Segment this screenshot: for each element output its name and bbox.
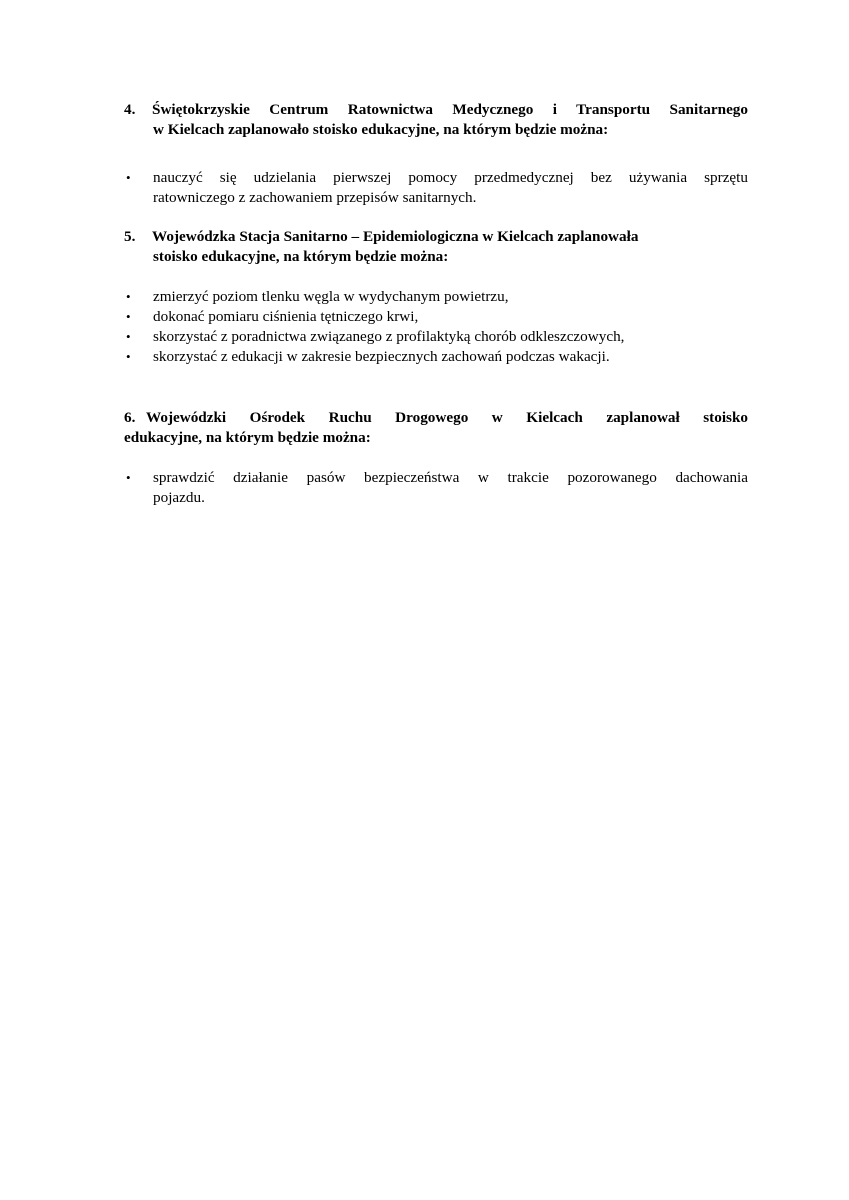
section-number: 5. — [124, 228, 136, 245]
heading — [124, 408, 748, 448]
list-item-text: ratowniczego z zachowaniem przepisów sanitarnych. — [153, 189, 477, 206]
heading-text: Wojewódzki Ośrodek Ruchu Drogowego w Kielcach zaplanował stoisko — [146, 409, 748, 426]
list-item — [124, 287, 748, 307]
list-item-text: zmierzyć poziom tlenku węgla w wydychanym powietrzu, — [153, 288, 509, 305]
section-number: 4. — [124, 101, 136, 118]
list-item — [124, 327, 748, 347]
heading — [124, 227, 748, 267]
heading-text: Świętokrzyskie Centrum Ratownictwa Medycznego i Transportu Sanitarnego — [152, 101, 748, 118]
section-6-heading — [124, 408, 748, 448]
section-4-list — [124, 168, 748, 208]
bullet-icon: • — [126, 470, 131, 485]
list-item-text: skorzystać z edukacji w zakresie bezpiecznych zachowań podczas wakacji. — [153, 348, 610, 365]
list-item-text: sprawdzić działanie pasów bezpieczeństwa w trakcie pozorowanego dachowania — [153, 469, 748, 486]
section-number: 6. — [124, 409, 136, 426]
bullet-icon: • — [126, 349, 131, 364]
list-item — [124, 468, 748, 508]
section-5-heading — [124, 227, 748, 267]
bullet-icon: • — [126, 170, 131, 185]
list-item-text: pojazdu. — [153, 489, 205, 506]
list-item — [124, 307, 748, 327]
list-item-text: nauczyć się udzielania pierwszej pomocy przedmedycznej bez używania sprzętu — [153, 169, 748, 186]
heading-line — [124, 227, 748, 247]
heading-line — [124, 408, 748, 428]
list-item — [124, 347, 748, 367]
list-item-text: dokonać pomiaru ciśnienia tętniczego krwi, — [153, 308, 419, 325]
bullet-icon: • — [126, 289, 131, 304]
section-6-list — [124, 468, 748, 508]
section-4-heading — [124, 100, 748, 140]
heading-line: edukacyjne, na którym będzie można: — [124, 429, 371, 446]
bullet-icon: • — [126, 329, 131, 344]
list-item — [124, 168, 748, 208]
bullet-icon: • — [126, 309, 131, 324]
heading-line — [124, 100, 748, 120]
heading-text: Wojewódzka Stacja Sanitarno – Epidemiologiczna w Kielcach zaplanowała — [152, 228, 639, 245]
list-item-text: skorzystać z poradnictwa związanego z profilaktyką chorób odkleszczowych, — [153, 328, 625, 345]
heading — [124, 100, 748, 140]
heading-line: stoisko edukacyjne, na którym będzie można: — [153, 248, 449, 265]
section-5-list — [124, 287, 748, 367]
heading-line: w Kielcach zaplanowało stoisko edukacyjne, na którym będzie można: — [153, 121, 609, 138]
